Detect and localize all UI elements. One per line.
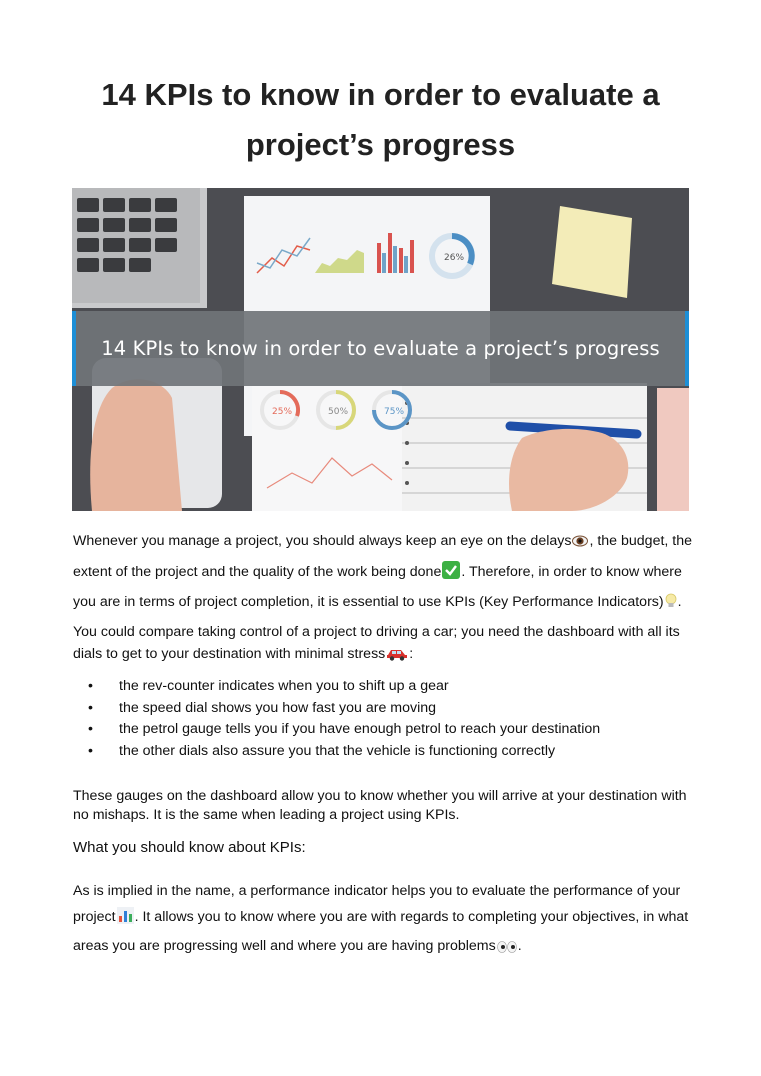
gauge-label-2: 50% bbox=[328, 407, 349, 417]
list-item: • the petrol gauge tells you if you have enough petrol to reach your destination bbox=[73, 719, 693, 741]
hero-image bbox=[72, 188, 689, 511]
car-analogy-text: You could compare taking control of a project to driving a car; you need the dashboard with all its dials to get to your destination with minimal stress bbox=[73, 624, 680, 662]
kpi-definition-paragraph bbox=[73, 878, 693, 962]
section-heading: What you should know about KPIs: bbox=[73, 839, 306, 856]
donut-label: 26% bbox=[444, 253, 465, 263]
bar-chart-icon bbox=[117, 907, 134, 933]
kpi-text-1: As is implied in the name, a performance indicator helps you to evaluate the performance of your project bbox=[73, 883, 681, 925]
intro-text-2: , the budget, the extent of the project and the quality of the work being done bbox=[73, 533, 693, 580]
list-item: • the speed dial shows you how fast you are moving bbox=[73, 698, 693, 720]
gauge-label-1: 25% bbox=[272, 407, 293, 417]
gauge-label-3: 75% bbox=[384, 407, 405, 417]
intro-paragraph bbox=[73, 528, 693, 620]
dashboard-list bbox=[73, 676, 693, 763]
intro-text-4: . bbox=[677, 594, 682, 610]
lightbulb-icon bbox=[665, 592, 677, 620]
kpi-text-3: . bbox=[517, 938, 522, 954]
eye-icon bbox=[572, 531, 588, 559]
hero-banner-text: 14 KPIs to know in order to evaluate a project’s progress bbox=[101, 337, 660, 360]
list-item: • the rev-counter indicates when you to shift up a gear bbox=[73, 676, 693, 698]
list-item: • the other dials also assure you that the vehicle is functioning correctly bbox=[73, 741, 693, 763]
car-icon bbox=[386, 646, 408, 668]
car-analogy-colon: : bbox=[409, 646, 414, 662]
check-icon bbox=[442, 561, 460, 590]
eyes-icon bbox=[497, 936, 517, 962]
intro-text-1: Whenever you manage a project, you should always keep an eye on the delays bbox=[73, 533, 572, 549]
gauges-paragraph: These gauges on the dashboard allow you to know whether you will arrive at your destination with no mishaps. It is the same when leading a project using KPIs. bbox=[73, 788, 687, 823]
intro-text-3: . Therefore, in order to know where you are in terms of project completion, it is essential to use KPIs (Key Performance Indicators) bbox=[73, 563, 682, 610]
hero-banner bbox=[72, 311, 689, 386]
kpi-text-2: . It allows you to know where you are with regards to completing your objectives, in what areas you are progressing well and where you are having problems bbox=[73, 909, 689, 954]
car-analogy-paragraph bbox=[73, 621, 693, 668]
page-title: 14 KPIs to know in order to evaluate a project’s progress bbox=[101, 77, 660, 162]
